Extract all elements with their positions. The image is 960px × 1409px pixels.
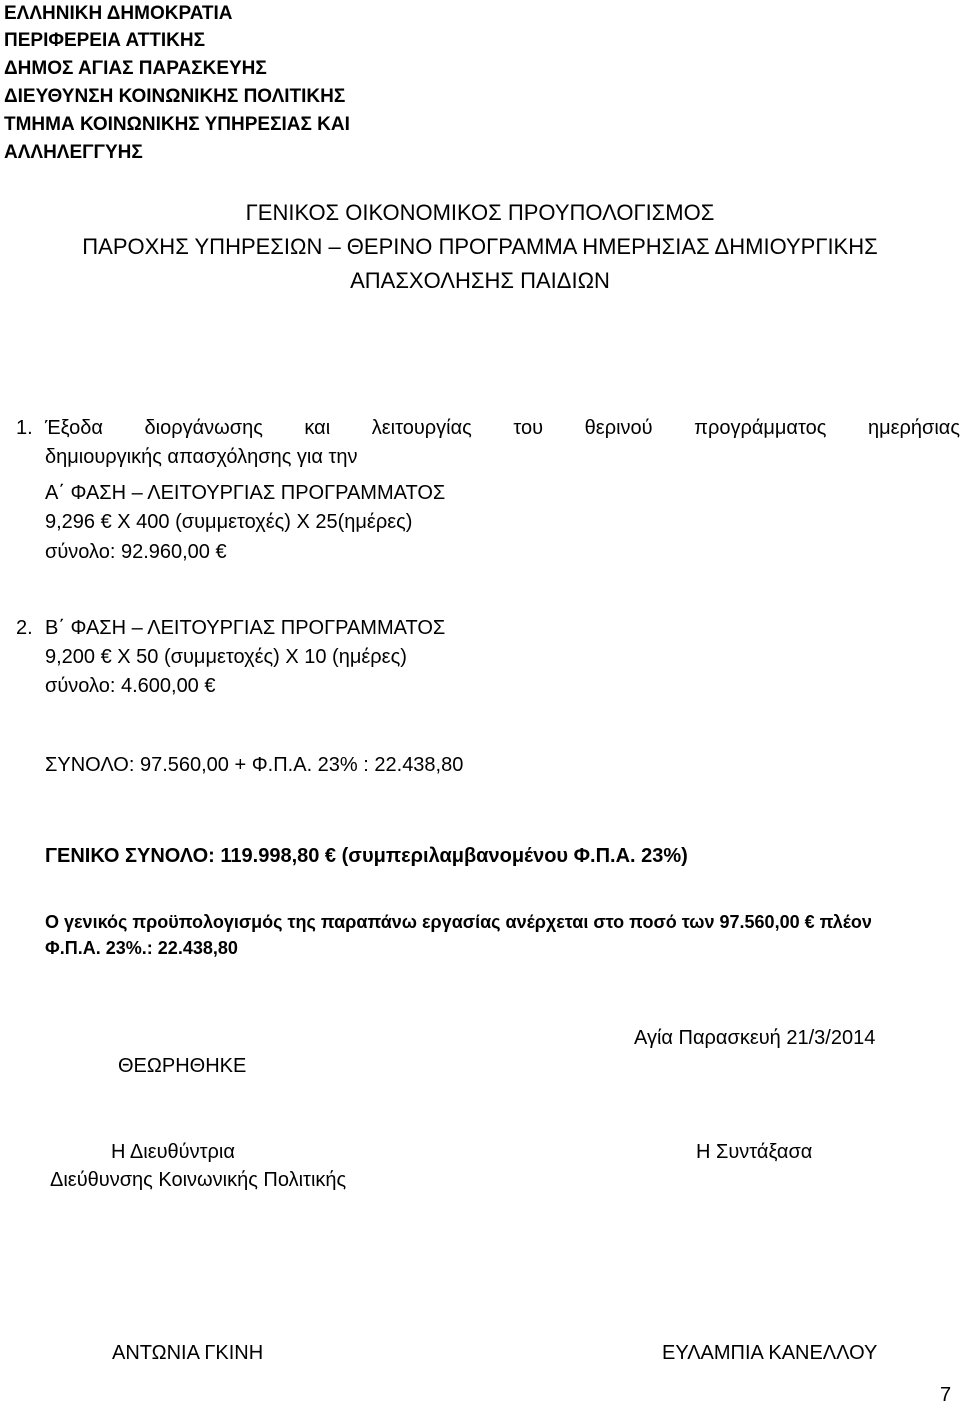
item-1-number: 1. xyxy=(16,417,33,439)
header-line-municipality: ΔΗΜΟΣ ΑΓΙΑΣ ΠΑΡΑΣΚΕΥΗΣ xyxy=(4,58,267,79)
grand-total-line: ΓΕΝΙΚΟ ΣΥΝΟΛΟ: 119.998,80 € (συμπεριλαμβανομένου Φ.Π.Α. 23%) xyxy=(45,845,688,867)
item-1-calculation: 9,296 € Χ 400 (συμμετοχές) Χ 25(ημέρες) xyxy=(45,511,413,533)
summary-line-2: Φ.Π.Α. 23%.: 22.438,80 xyxy=(45,938,238,958)
subtotal-line: ΣΥΝΟΛΟ: 97.560,00 + Φ.Π.Α. 23% : 22.438,80 xyxy=(45,754,464,776)
summary-line-1: Ο γενικός προϋπολογισμός της παραπάνω εργασίας ανέρχεται στο ποσό των 97.560,00 € πλέον xyxy=(45,912,872,932)
title-line-1: ΓΕΝΙΚΟΣ ΟΙΚΟΝΟΜΙΚΟΣ ΠΡΟΥΠΟΛΟΓΙΣΜΟΣ xyxy=(245,200,715,225)
header-line-department: ΤΜΗΜΑ ΚΟΙΝΩΝΙΚΗΣ ΥΠΗΡΕΣΙΑΣ ΚΑΙ xyxy=(4,114,350,135)
header-line-solidarity: ΑΛΛΗΛΕΓΓΥΗΣ xyxy=(4,142,143,163)
item-1-description-cont: δημιουργικής απασχόλησης για την xyxy=(45,446,358,468)
item-1-phase: Α΄ ΦΑΣΗ – ΛΕΙΤΟΥΡΓΙΑΣ ΠΡΟΓΡΑΜΜΑΤΟΣ xyxy=(45,482,446,504)
item-2-number: 2. xyxy=(16,617,33,639)
director-role: Η Διευθύντρια xyxy=(111,1141,235,1163)
item-2-phase: Β΄ ΦΑΣΗ – ΛΕΙΤΟΥΡΓΙΑΣ ΠΡΟΓΡΑΜΜΑΤΟΣ xyxy=(45,617,446,639)
author-role: Η Συντάξασα xyxy=(696,1141,813,1163)
approved-label: ΘΕΩΡΗΘΗΚΕ xyxy=(118,1055,247,1077)
page-number: 7 xyxy=(940,1384,952,1406)
header-line-republic: ΕΛΛΗΝΙΚΗ ΔΗΜΟΚΡΑΤΙΑ xyxy=(4,3,233,24)
place-date: Αγία Παρασκευή 21/3/2014 xyxy=(634,1027,876,1049)
director-department: Διεύθυνσης Κοινωνικής Πολιτικής xyxy=(50,1169,347,1191)
header-line-region: ΠΕΡΙΦΕΡΕΙΑ ΑΤΤΙΚΗΣ xyxy=(4,30,206,51)
author-name: ΕΥΛΑΜΠΙΑ ΚΑΝΕΛΛΟΥ xyxy=(662,1342,878,1364)
header-line-directorate: ΔΙΕΥΘΥΝΣΗ ΚΟΙΝΩΝΙΚΗΣ ΠΟΛΙΤΙΚΗΣ xyxy=(4,86,346,107)
director-name: ΑΝΤΩΝΙΑ ΓΚΙΝΗ xyxy=(112,1342,264,1364)
item-1-description: Έξοδα διοργάνωσης και λειτουργίας του θερινού προγράμματος ημερήσιας xyxy=(45,417,960,439)
item-2-total: σύνολο: 4.600,00 € xyxy=(45,675,216,697)
title-line-3: ΑΠΑΣΧΟΛΗΣΗΣ ΠΑΙΔΙΩΝ xyxy=(350,268,610,293)
title-line-2: ΠΑΡΟΧΗΣ ΥΠΗΡΕΣΙΩΝ – ΘΕΡΙΝΟ ΠΡΟΓΡΑΜΜΑ ΗΜΕΡΗΣΙΑΣ ΔΗΜΙΟΥΡΓΙΚΗΣ xyxy=(82,234,878,259)
item-2-calculation: 9,200 € Χ 50 (συμμετοχές) Χ 10 (ημέρες) xyxy=(45,646,407,668)
item-1-total: σύνολο: 92.960,00 € xyxy=(45,541,227,563)
